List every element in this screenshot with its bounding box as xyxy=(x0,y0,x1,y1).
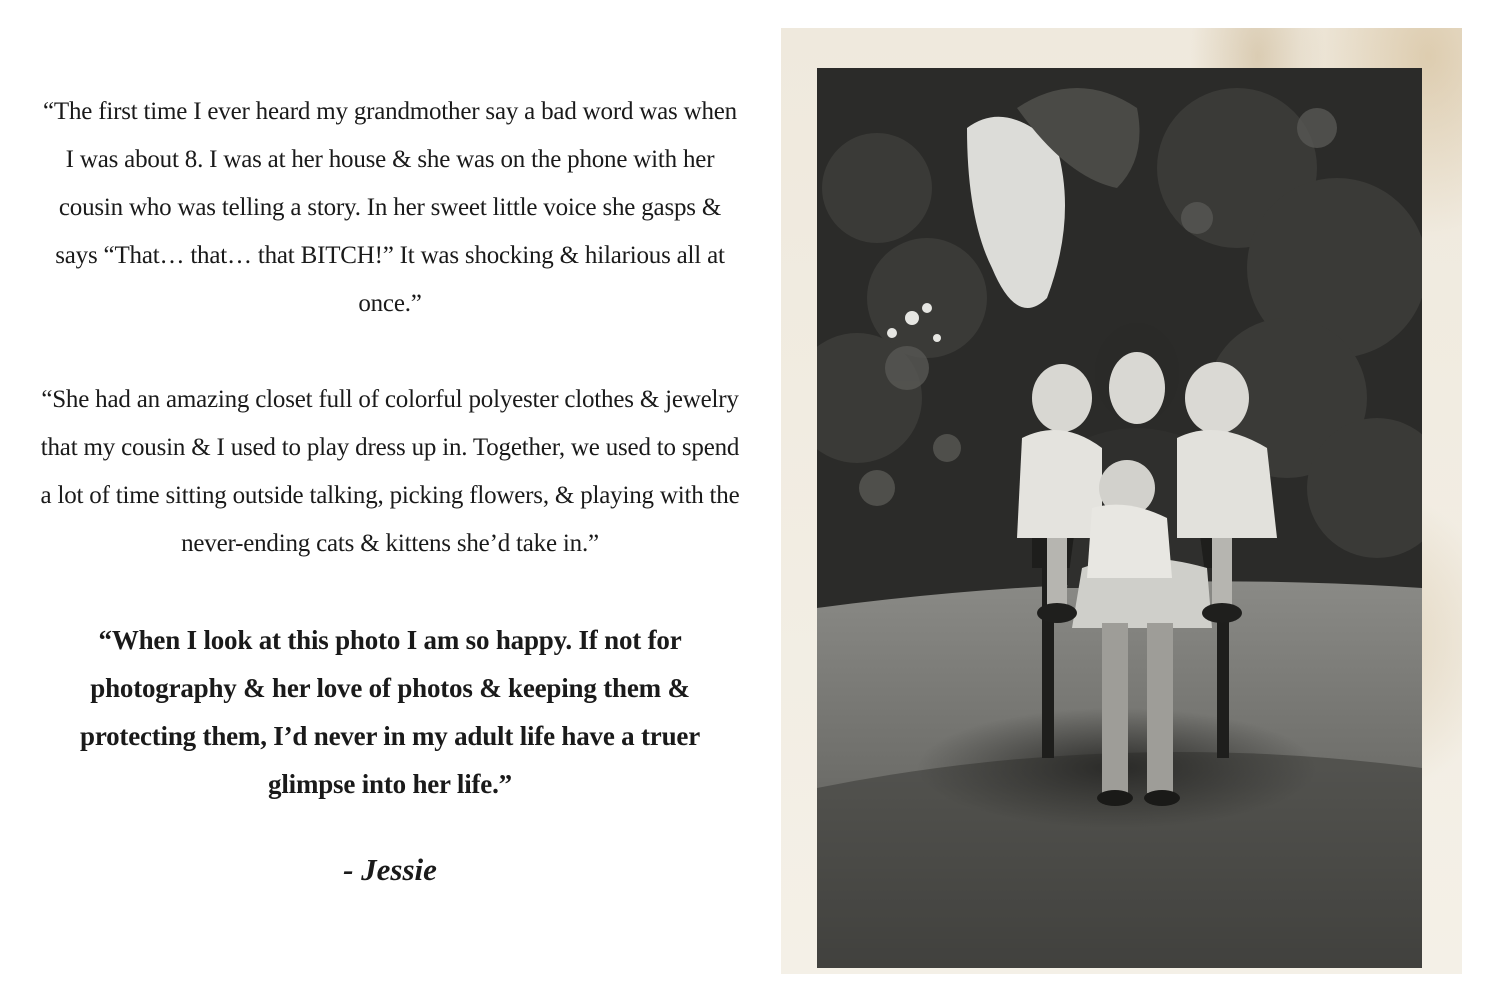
vintage-family-photo xyxy=(781,28,1462,974)
photo-image xyxy=(817,68,1422,968)
story-text-column xyxy=(40,88,740,890)
quote-closet: “She had an amazing closet full of colorful polyester clothes & jewelry that my cousin & I used to play dress up in. Together, we used to spend a lot of time sitting outside talking, picking flowers, & playing with the never-ending cats & kittens she’d take in.” xyxy=(40,386,740,557)
signature: - Jessie xyxy=(343,852,437,887)
quote-highlight: “When I look at this photo I am so happy. If not for photography & her love of photos & keeping them & protecting them, I’d never in my adult life have a truer glimpse into her life.” xyxy=(80,625,700,799)
quote-bad-word: “The first time I ever heard my grandmother say a bad word was when I was about 8. I was at her house & she was on the phone with her cousin who was telling a story. In her sweet little voice she gasps & says “That… that… that BITCH!” It was shocking & hilarious all at once.” xyxy=(43,98,737,317)
